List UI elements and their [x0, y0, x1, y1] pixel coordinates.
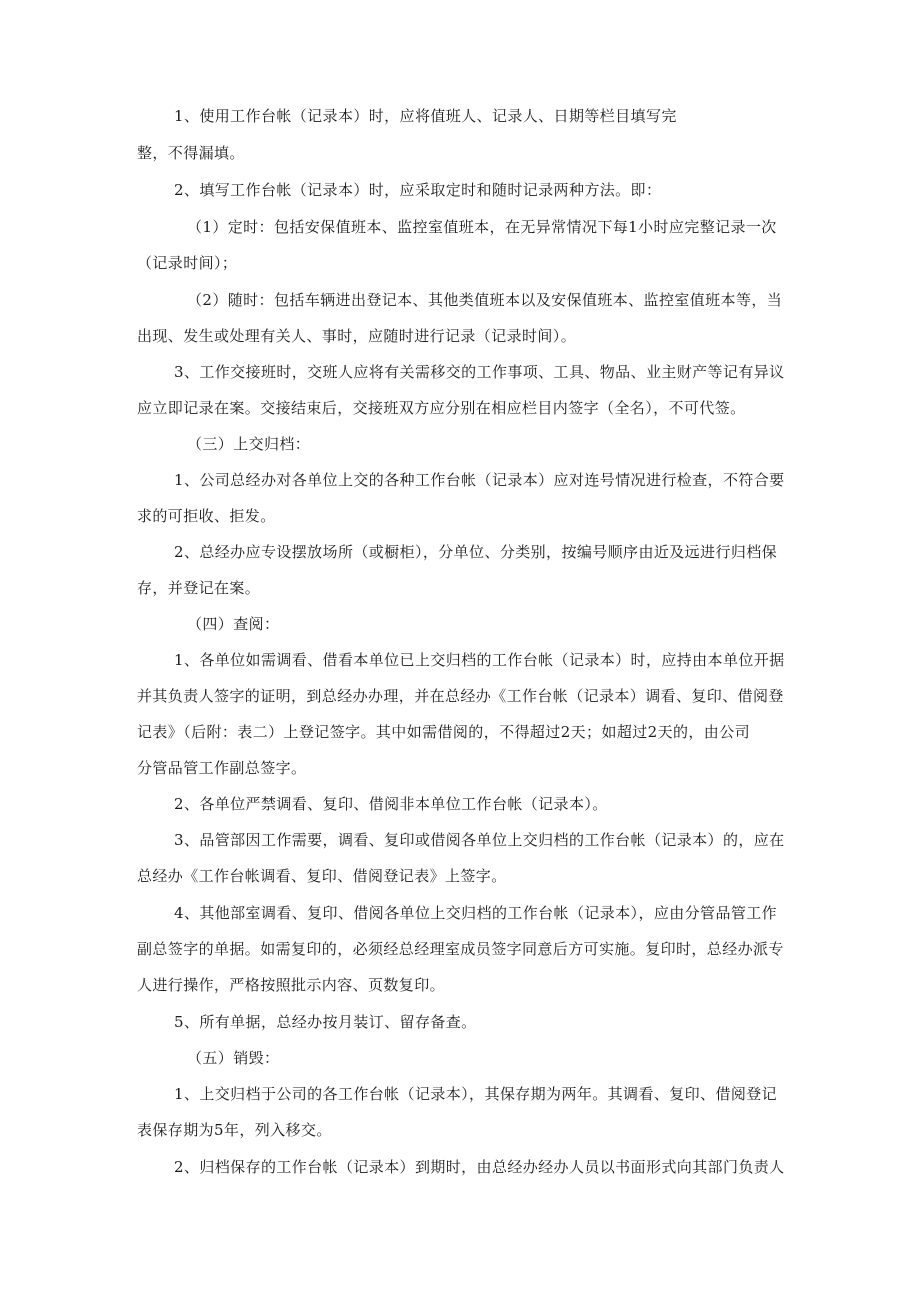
- paragraph-line: （记录时间）；: [137, 254, 238, 272]
- paragraph-line: 5、所有单据，总经办按月装订、留存备查。: [174, 1013, 477, 1031]
- paragraph-line: 1、上交归档于公司的各工作台帐（记录本），其保存期为两年。其调看、复印、借阅登记: [174, 1085, 778, 1103]
- section-heading: （四）查阅：: [187, 615, 280, 633]
- paragraph-line: 2、归档保存的工作台帐（记录本）到期时，由总经办经办人员以书面形式向其部门负责人: [174, 1158, 785, 1176]
- paragraph-line: 整，不得漏填。: [137, 144, 245, 162]
- paragraph-line: 并其负责人签字的证明，到总经办办理，并在总经办《工作台帐（记录本）调看、复印、借阅登: [137, 687, 784, 705]
- paragraph-line: 记表》（后附：表二）上登记签字。其中如需借阅的，不得超过2天；如超过2天的，由公司: [137, 723, 750, 741]
- paragraph-line: 3、工作交接班时，交班人应将有关需移交的工作事项、工具、物品、业主财产等记有异议: [174, 363, 785, 381]
- paragraph-line: （1）定时：包括安保值班本、监控室值班本，在无异常情况下每1小时应完整记录一次: [187, 218, 777, 236]
- paragraph-line: 副总签字的单据。如需复印的，必须经总经理室成员签字同意后方可实施。复印时，总经办派专: [137, 940, 784, 958]
- paragraph-line: 应立即记录在案。交接结束后，交接班双方应分别在相应栏目内签字（全名），不可代签。: [137, 399, 746, 417]
- paragraph-line: 存，并登记在案。: [137, 579, 261, 597]
- paragraph-line: 分管品管工作副总签字。: [137, 759, 307, 777]
- section-heading: （五）销毁：: [187, 1049, 280, 1067]
- paragraph-line: 2、填写工作台帐（记录本）时，应采取定时和随时记录两种方法。即：: [174, 181, 662, 199]
- paragraph-line: 总经办《工作台帐调看、复印、借阅登记表》上签字。: [137, 867, 507, 885]
- paragraph-line: 1、各单位如需调看、借看本单位已上交归档的工作台帐（记录本）时，应持由本单位开据: [174, 651, 785, 669]
- paragraph-line: （2）随时：包括车辆进出登记本、其他类值班本以及安保值班本、监控室值班本等，当: [187, 291, 783, 309]
- paragraph-line: 1、使用工作台帐（记录本）时，应将值班人、记录人、日期等栏目填写完: [174, 107, 677, 125]
- paragraph-line: 4、其他部室调看、复印、借阅各单位上交归档的工作台帐（记录本），应由分管品管工作: [174, 904, 778, 922]
- paragraph-line: 出现、发生或处理有关人、事时，应随时进行记录（记录时间）。: [137, 327, 577, 345]
- paragraph-line: 2、总经办应专设摆放场所（或橱柜），分单位、分类别，按编号顺序由近及远进行归档保: [174, 543, 778, 561]
- paragraph-line: 1、公司总经办对各单位上交的各种工作台帐（记录本）应对连号情况进行检查，不符合要: [174, 471, 785, 489]
- paragraph-line: 表保存期为5年，列入移交。: [137, 1121, 332, 1139]
- section-heading: （三）上交归档：: [187, 435, 311, 453]
- paragraph-line: 3、品管部因工作需要，调看、复印或借阅各单位上交归档的工作台帐（记录本）的，应在: [174, 831, 785, 849]
- paragraph-line: 求的可拒收、拒发。: [137, 507, 276, 525]
- paragraph-line: 人进行操作，严格按照批示内容、页数复印。: [137, 976, 446, 994]
- paragraph-line: 2、各单位严禁调看、复印、借阅非本单位工作台帐（记录本）。: [174, 795, 608, 813]
